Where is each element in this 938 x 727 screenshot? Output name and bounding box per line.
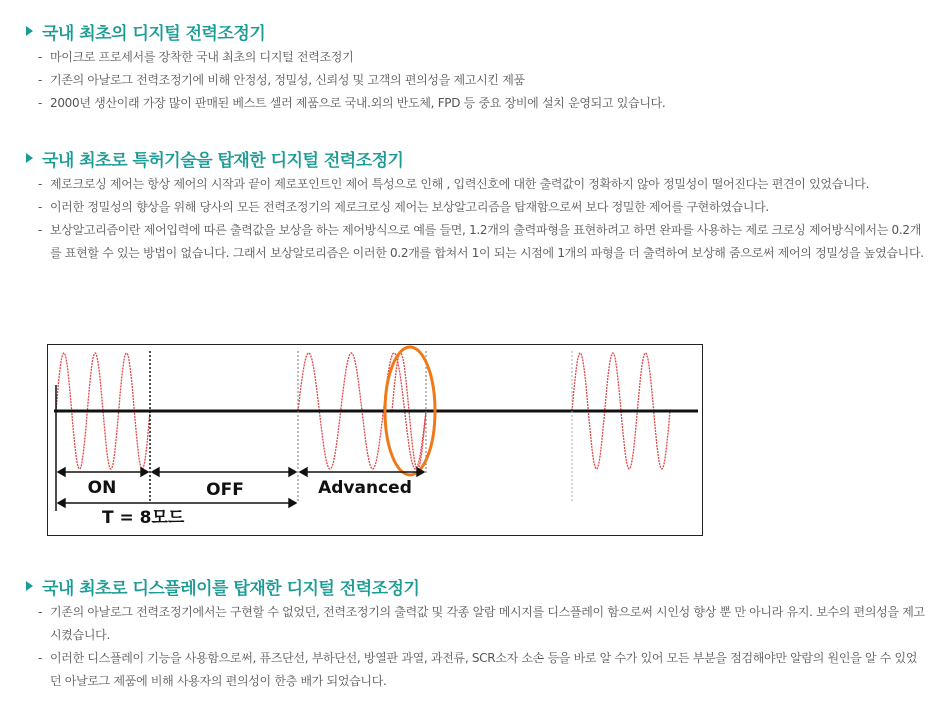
section-heading [24, 145, 928, 171]
advanced-label: Advanced [318, 478, 412, 498]
list-item: - 이러한 정밀성의 향상을 위해 당사의 모든 전력조정기의 제로크로싱 제어는 보상알고리즘을 탑재함으로써 보다 정밀한 제어를 구현하였습니다. [38, 196, 928, 219]
section-display [24, 573, 928, 693]
list-item: - 2000년 생산이래 가장 많이 판매된 베스트 셀러 제품으로 국내.외의 반도체, FPD 등 중요 장비에 설치 운영되고 있습니다. [38, 92, 928, 115]
list-item: - 보상알고리즘이란 제어입력에 따른 출력값을 보상을 하는 제어방식으로 예를 들면, 1.2개의 출력파형을 표현하려고 하면 완파를 사용하는 제로 크로싱 제어방식에서는 0.2개를 표현할 수 있는 방법이 없습니다. 그래서 보상알로리즘은 이러한 0.2개를 합쳐서 1이 되는 시점에 1개의 파형을 더 출력하여 보상해 줌으로써 제어의 정밀성을 높였습니다. [38, 219, 928, 265]
triangle-bullet-icon [26, 581, 33, 591]
on-label: ON [87, 478, 117, 498]
bullet-list [38, 173, 928, 265]
section-heading [24, 573, 928, 599]
bullet-list [38, 601, 928, 693]
section-title: 국내 최초의 디지털 전력조정기 [42, 23, 266, 44]
period-label: T = 8모드 [102, 508, 185, 528]
triangle-bullet-icon [26, 26, 33, 36]
list-item: - 기존의 아날로그 전력조정기에서는 구현할 수 없었던, 전력조정기의 출력값 및 각종 알람 메시지를 디스플레이 함으로써 시인성 향상 뿐 만 아니라 유지. 보수의 편의성을 제고 시켰습니다. [38, 601, 928, 647]
section-patent-technology [24, 145, 928, 265]
section-first-digital [24, 18, 928, 115]
triangle-bullet-icon [26, 153, 33, 163]
zero-crossing-waveform-diagram [47, 344, 703, 536]
bullet-list [38, 46, 928, 115]
section-heading [24, 18, 928, 44]
list-item: - 제로크로싱 제어는 항상 제어의 시작과 끝이 제로포인트인 제어 특성으로 인해 , 입력신호에 대한 출력값이 정확하지 않아 정밀성이 떨어진다는 편견이 있었습니다. [38, 173, 928, 196]
section-title: 국내 최초로 디스플레이를 탑재한 디지털 전력조정기 [42, 578, 420, 599]
section-title: 국내 최초로 특허기술을 탑재한 디지털 전력조정기 [42, 150, 404, 171]
list-item: - 이러한 디스플레이 기능을 사용함으로써, 퓨즈단선, 부하단선, 방열판 과열, 과전류, SCR소자 소손 등을 바로 알 수가 있어 모든 부분을 점검해야만 알람의 원인을 알 수 있었던 아날로그 제품에 비해 사용자의 편의성이 한층 배가 되었습니다. [38, 647, 928, 693]
off-label: OFF [206, 480, 244, 500]
list-item: - 마이크로 프로세서를 장착한 국내 최초의 디지털 전력조정기 [38, 46, 928, 69]
waveform-svg [48, 345, 704, 537]
list-item: - 기존의 아날로그 전력조정기에 비해 안정성, 정밀성, 신뢰성 및 고객의 편의성을 제고시킨 제품 [38, 69, 928, 92]
